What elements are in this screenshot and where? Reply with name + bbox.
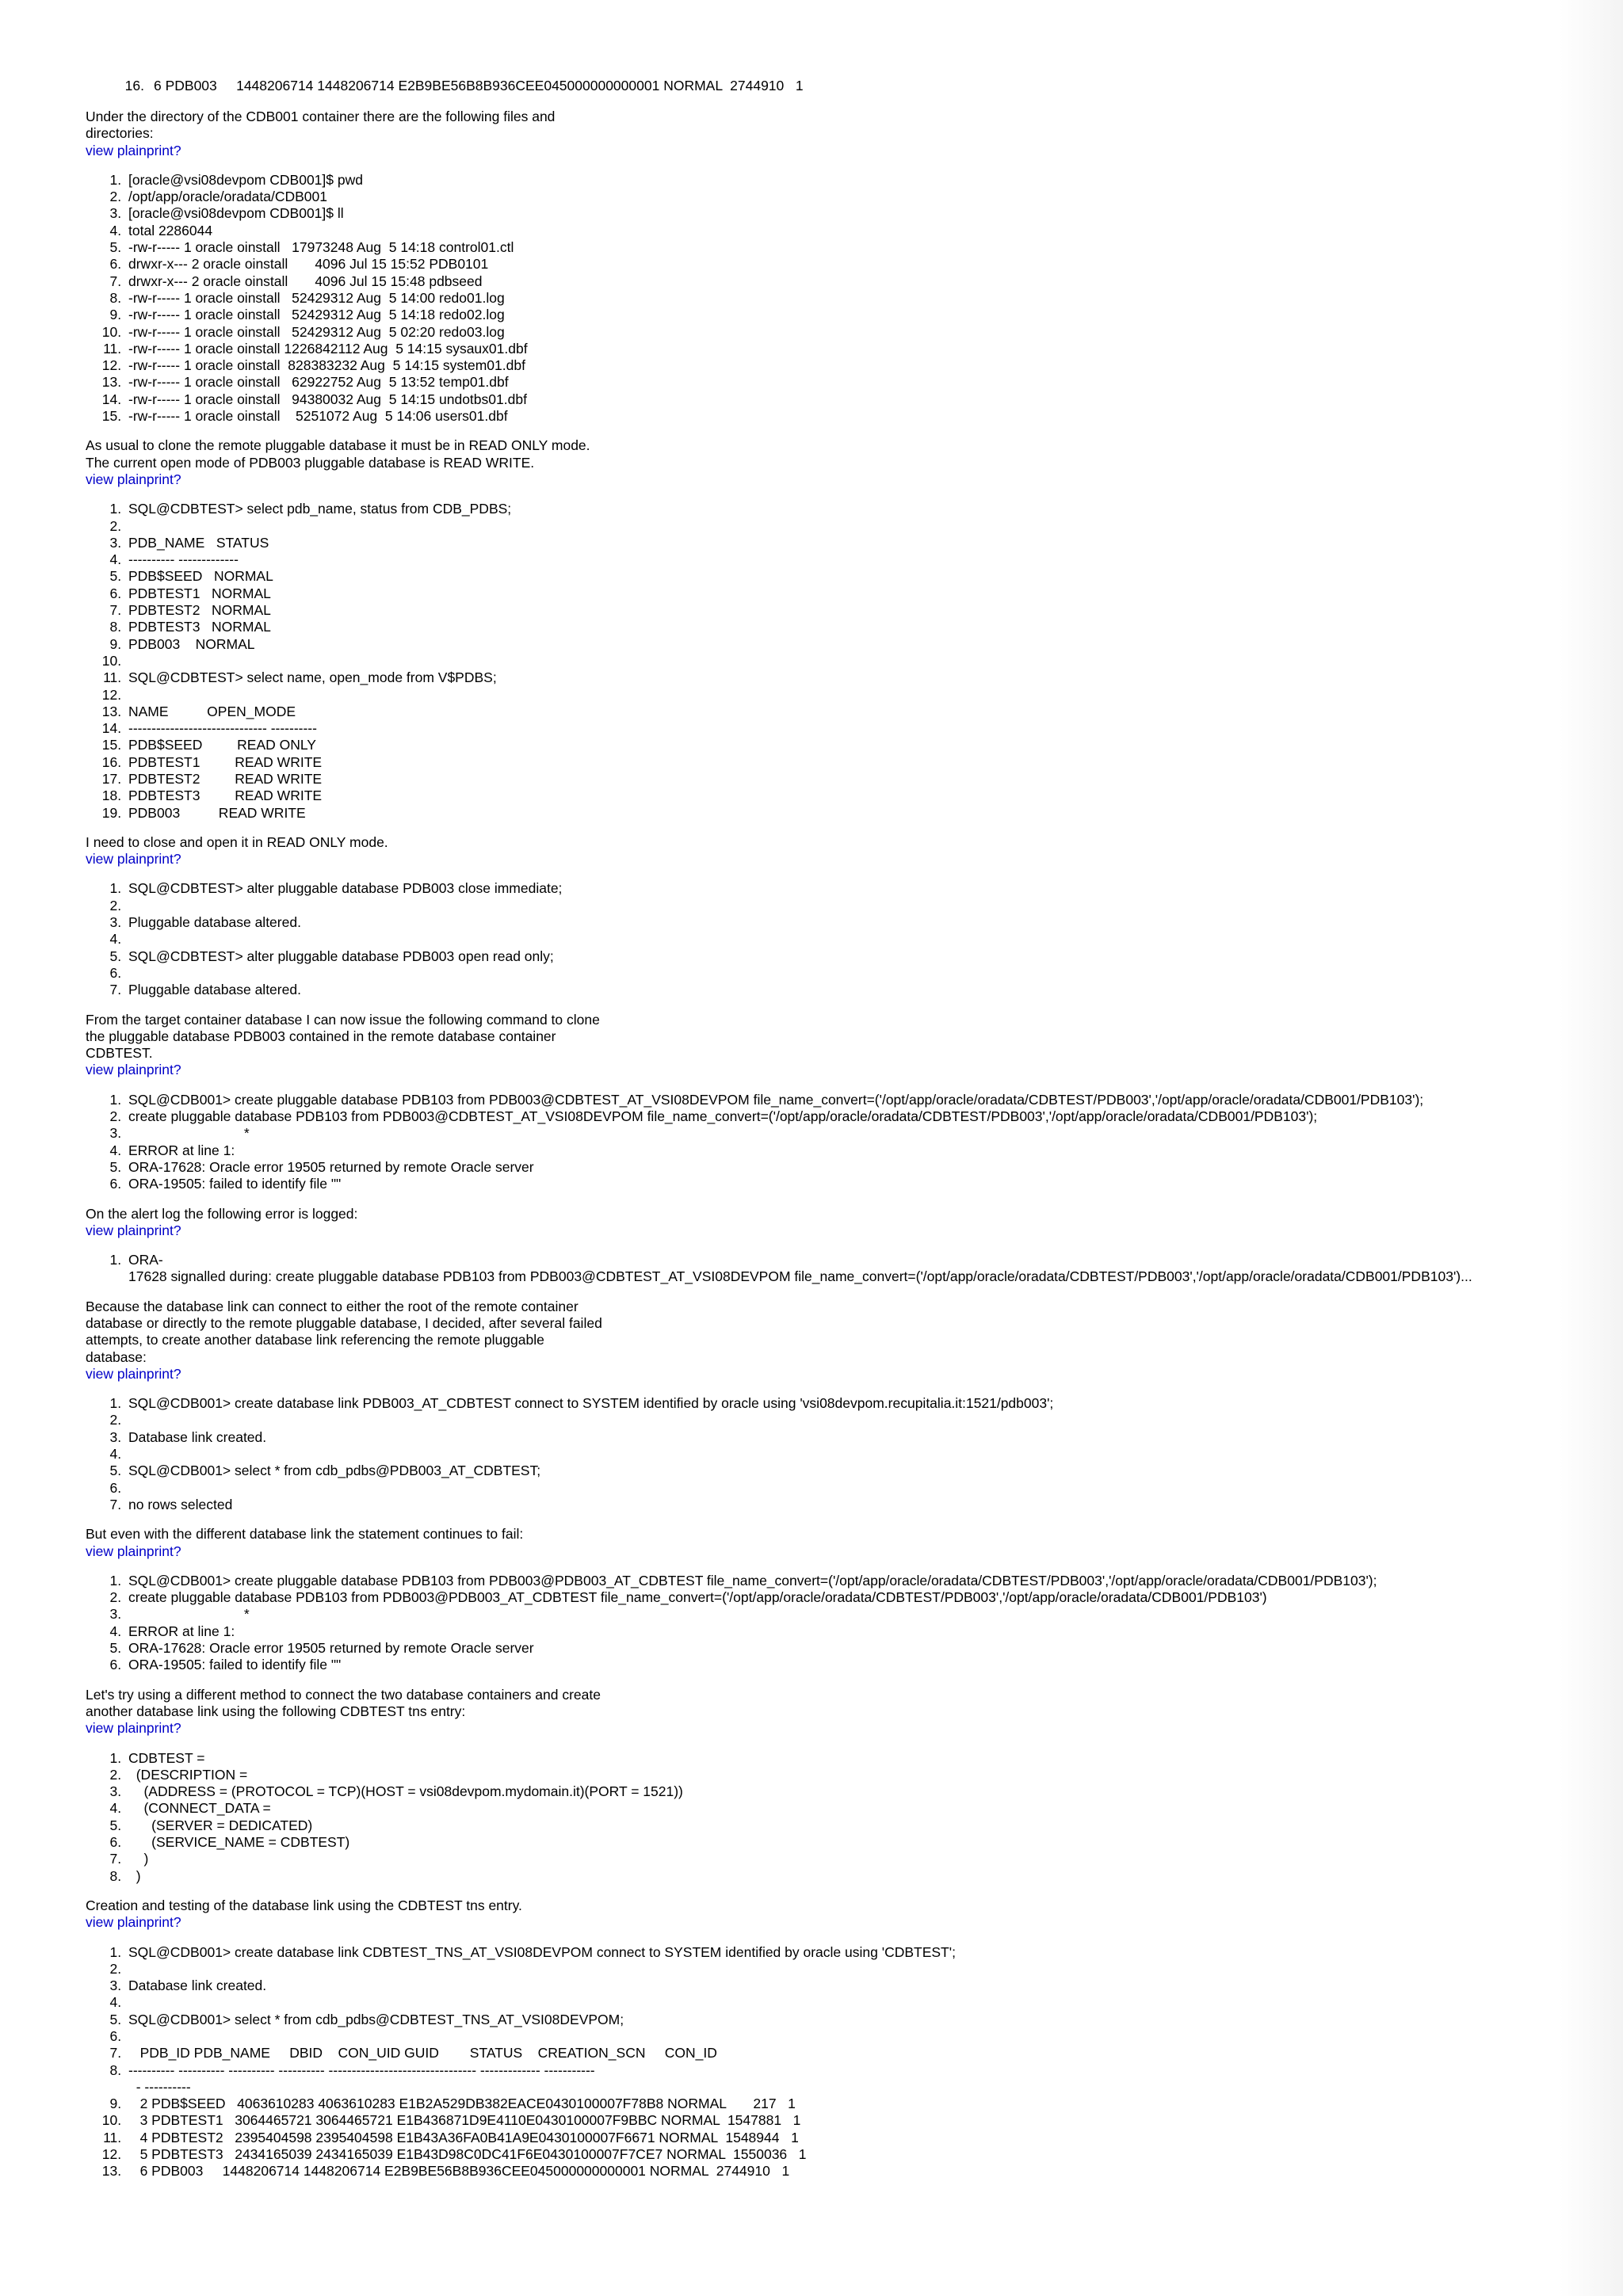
view-plainprint-link[interactable]: view plainprint? xyxy=(86,142,181,158)
code-line: 2. create pluggable database PDB103 from PDB003@PDB003_AT_CDBTEST file_name_convert=('/opt/app/oracle/oradata/CDBTEST/PDB003','/opt/app/oracle/oradata/CDB001/PDB103') xyxy=(125,1589,1599,1606)
code-listing xyxy=(86,1252,1599,1286)
code-line: 18. PDBTEST3 READ WRITE xyxy=(125,788,1599,804)
code-line: 10. 3 PDBTEST1 3064465721 3064465721 E1B436871D9E4110E0430100007F9BBC NORMAL 1547881 1 xyxy=(125,2112,1599,2129)
code-line: 6. ORA-19505: failed to identify file "" xyxy=(125,1657,1599,1673)
code-line: 8. ) xyxy=(125,1868,1599,1885)
code-line: 5. SQL@CDB001> select * from cdb_pdbs@PDB003_AT_CDBTEST; xyxy=(125,1463,1599,1479)
code-line: 14. ------------------------------ ---------- xyxy=(125,720,1599,737)
code-line xyxy=(125,1480,1599,1497)
code-line: 3. * xyxy=(125,1606,1599,1623)
code-line: 6 PDB003 1448206714 1448206714 E2B9BE56B8B936CEE045000000000001 NORMAL 2744910 1 xyxy=(154,78,804,93)
code-listing xyxy=(86,1395,1599,1513)
paragraph: On the alert log the following error is logged: xyxy=(86,1205,358,1222)
article-body xyxy=(86,109,1599,2193)
code-line: 5. PDB$SEED NORMAL xyxy=(125,568,1599,585)
code-line: 2. create pluggable database PDB103 from PDB003@CDBTEST_AT_VSI08DEVPOM file_name_convert=('/opt/app/oracle/oradata/CDBTEST/PDB003','/opt/app/oracle/oradata/CDB001/PDB103'); xyxy=(125,1108,1599,1125)
code-line: 5. ORA-17628: Oracle error 19505 returned by remote Oracle server xyxy=(125,1159,1599,1176)
code-line: 7. PDBTEST2 NORMAL xyxy=(125,602,1599,619)
code-line: 8. ---------- ---------- ---------- ---------- -------------------------------- ------------- ----------- - ---------- xyxy=(125,2062,1599,2096)
view-plainprint-link[interactable]: view plainprint? xyxy=(86,1543,181,1559)
code-line: 13. NAME OPEN_MODE xyxy=(125,704,1599,720)
code-line: 11. 4 PDBTEST2 2395404598 2395404598 E1B43A36FA0B41A9E0430100007F6671 NORMAL 1548944 1 xyxy=(125,2130,1599,2146)
code-line: 3. (ADDRESS = (PROTOCOL = TCP)(HOST = vsi08devpom.mydomain.it)(PORT = 1521)) xyxy=(125,1783,1599,1800)
code-line: 13. 6 PDB003 1448206714 1448206714 E2B9BE56B8B936CEE045000000000001 NORMAL 2744910 1 xyxy=(125,2163,1599,2180)
code-line: 1. [oracle@vsi08devpom CDB001]$ pwd xyxy=(125,172,1599,189)
code-line: 1. SQL@CDB001> create database link PDB003_AT_CDBTEST connect to SYSTEM identified by oracle using 'vsi08devpom.recupitalia.it:1521/pdb003'; xyxy=(125,1395,1599,1412)
document-section xyxy=(86,834,1599,999)
line-number: 16. xyxy=(124,78,144,93)
view-plainprint-link[interactable]: view plainprint? xyxy=(86,1062,181,1078)
code-line: 7. drwxr-x--- 2 oracle oinstall 4096 Jul 15 15:48 pdbseed xyxy=(125,273,1599,290)
code-line: 5. -rw-r----- 1 oracle oinstall 17973248 Aug 5 14:18 control01.ctl xyxy=(125,239,1599,256)
code-line: 12. -rw-r----- 1 oracle oinstall 828383232 Aug 5 14:15 system01.dbf xyxy=(125,357,1599,374)
code-listing xyxy=(86,880,1599,998)
code-line: 3. Database link created. xyxy=(125,1978,1599,1994)
document-section xyxy=(86,1012,1599,1193)
code-line: 5. SQL@CDBTEST> alter pluggable database PDB003 open read only; xyxy=(125,948,1599,965)
paragraph: As usual to clone the remote pluggable database it must be in READ ONLY mode. The current open mode of PDB003 pluggable database is READ WRITE. xyxy=(86,437,590,471)
code-line: 1. SQL@CDBTEST> select pdb_name, status from CDB_PDBS; xyxy=(125,501,1599,517)
code-line: 12. 5 PDBTEST3 2434165039 2434165039 E1B43D98C0DC41F6E0430100007F7CE7 NORMAL 1550036 1 xyxy=(125,2146,1599,2163)
view-plainprint-link[interactable]: view plainprint? xyxy=(86,1914,181,1931)
code-line: 16. PDBTEST1 READ WRITE xyxy=(125,754,1599,771)
code-line: 13. -rw-r----- 1 oracle oinstall 62922752 Aug 5 13:52 temp01.dbf xyxy=(125,374,1599,391)
code-line: 1. SQL@CDB001> create database link CDBTEST_TNS_AT_VSI08DEVPOM connect to SYSTEM identified by oracle using 'CDBTEST'; xyxy=(125,1944,1599,1961)
view-plainprint-link[interactable]: view plainprint? xyxy=(86,851,181,868)
code-listing xyxy=(86,172,1599,425)
code-line: 4. total 2286044 xyxy=(125,223,1599,239)
code-listing xyxy=(86,1944,1599,2180)
code-line: 9. PDB003 NORMAL xyxy=(125,636,1599,653)
code-line: 4. ERROR at line 1: xyxy=(125,1623,1599,1640)
code-line: 11. -rw-r----- 1 oracle oinstall 1226842112 Aug 5 14:15 sysaux01.dbf xyxy=(125,341,1599,357)
paragraph: But even with the different database link the statement continues to fail: xyxy=(86,1526,524,1543)
document-section xyxy=(86,1687,1599,1885)
code-line xyxy=(125,898,1599,914)
view-plainprint-link[interactable]: view plainprint? xyxy=(86,1720,181,1737)
code-line xyxy=(125,2028,1599,2045)
code-line: 9. -rw-r----- 1 oracle oinstall 52429312 Aug 5 14:18 redo02.log xyxy=(125,307,1599,323)
code-line: 3. [oracle@vsi08devpom CDB001]$ ll xyxy=(125,205,1599,222)
document-section xyxy=(86,109,1599,425)
code-line: 7. ) xyxy=(125,1851,1599,1867)
code-line xyxy=(125,653,1599,669)
paragraph: Creation and testing of the database link using the CDBTEST tns entry. xyxy=(86,1897,522,1913)
code-line xyxy=(125,1994,1599,2011)
code-line: 7. PDB_ID PDB_NAME DBID CON_UID GUID STATUS CREATION_SCN CON_ID xyxy=(125,2045,1599,2061)
code-line: 4. ERROR at line 1: xyxy=(125,1142,1599,1159)
code-line: 1. CDBTEST = xyxy=(125,1750,1599,1767)
code-line: 3. * xyxy=(125,1125,1599,1142)
code-line: 6. (SERVICE_NAME = CDBTEST) xyxy=(125,1834,1599,1851)
code-line: 1. ORA- 17628 signalled during: create pluggable database PDB103 from PDB003@CDBTEST_AT_VSI08DEVPOM file_name_convert=('/opt/app/oracle/oradata/CDBTEST/PDB003','/opt/app/oracle/oradata/CDB001/PDB103')... xyxy=(125,1252,1599,1286)
code-line: 5. ORA-17628: Oracle error 19505 returned by remote Oracle server xyxy=(125,1640,1599,1657)
document-section xyxy=(86,1897,1599,2180)
paragraph: Let's try using a different method to connect the two database containers and create another database link using the following CDBTEST tns entry: xyxy=(86,1686,601,1719)
code-line: 5. SQL@CDB001> select * from cdb_pdbs@CDBTEST_TNS_AT_VSI08DEVPOM; xyxy=(125,2012,1599,2028)
code-line: 3. Pluggable database altered. xyxy=(125,914,1599,931)
code-line-continuation xyxy=(116,78,804,94)
document-section xyxy=(86,1206,1599,1286)
code-listing xyxy=(86,501,1599,822)
code-line: 15. PDB$SEED READ ONLY xyxy=(125,737,1599,753)
code-line: 2. (DESCRIPTION = xyxy=(125,1767,1599,1783)
code-line: 14. -rw-r----- 1 oracle oinstall 94380032 Aug 5 14:15 undotbs01.dbf xyxy=(125,391,1599,408)
code-line: 4. (CONNECT_DATA = xyxy=(125,1800,1599,1817)
code-line: 11. SQL@CDBTEST> select name, open_mode from V$PDBS; xyxy=(125,669,1599,686)
document-section xyxy=(86,437,1599,822)
document-section xyxy=(86,1299,1599,1514)
view-plainprint-link[interactable]: view plainprint? xyxy=(86,471,181,487)
code-line: 4. ---------- ------------- xyxy=(125,551,1599,568)
code-line: 3. PDB_NAME STATUS xyxy=(125,535,1599,551)
code-line: 1. SQL@CDB001> create pluggable database PDB103 from PDB003@CDBTEST_AT_VSI08DEVPOM file_name_convert=('/opt/app/oracle/oradata/CDBTEST/PDB003','/opt/app/oracle/oradata/CDB001/PDB103'); xyxy=(125,1092,1599,1108)
code-listing xyxy=(86,1750,1599,1885)
code-line: 8. PDBTEST3 NORMAL xyxy=(125,619,1599,635)
code-line: 19. PDB003 READ WRITE xyxy=(125,805,1599,822)
code-line: 10. -rw-r----- 1 oracle oinstall 52429312 Aug 5 02:20 redo03.log xyxy=(125,324,1599,341)
code-line: 2. /opt/app/oracle/oradata/CDB001 xyxy=(125,189,1599,205)
paragraph: I need to close and open it in READ ONLY mode. xyxy=(86,833,388,850)
view-plainprint-link[interactable]: view plainprint? xyxy=(86,1222,181,1238)
code-line: 7. Pluggable database altered. xyxy=(125,982,1599,998)
code-line: 6. drwxr-x--- 2 oracle oinstall 4096 Jul 15 15:52 PDB0101 xyxy=(125,256,1599,273)
code-line: 6. PDBTEST1 NORMAL xyxy=(125,585,1599,602)
code-listing xyxy=(86,1573,1599,1674)
code-line xyxy=(125,1412,1599,1428)
document-section xyxy=(86,1526,1599,1673)
code-line: 7. no rows selected xyxy=(125,1497,1599,1513)
code-line xyxy=(125,518,1599,535)
paragraph: Because the database link can connect to either the root of the remote container database or directly to the remote pluggable database, I decided, after several failed attempts, to create another database link referencing the remote pluggable database: xyxy=(86,1298,602,1365)
code-line xyxy=(125,965,1599,982)
code-line: 9. 2 PDB$SEED 4063610283 4063610283 E1B2A529DB382EACE0430100007F78B8 NORMAL 217 1 xyxy=(125,2096,1599,2112)
code-line: 15. -rw-r----- 1 oracle oinstall 5251072 Aug 5 14:06 users01.dbf xyxy=(125,408,1599,425)
code-line: 8. -rw-r----- 1 oracle oinstall 52429312 Aug 5 14:00 redo01.log xyxy=(125,290,1599,307)
paragraph: Under the directory of the CDB001 container there are the following files and directories: xyxy=(86,109,556,142)
code-line xyxy=(125,687,1599,704)
paragraph: From the target container database I can now issue the following command to clone the pluggable database PDB003 contained in the remote database container CDBTEST. xyxy=(86,1011,600,1062)
code-line: 3. Database link created. xyxy=(125,1429,1599,1446)
code-line: 5. (SERVER = DEDICATED) xyxy=(125,1817,1599,1834)
code-line xyxy=(125,931,1599,948)
code-line: 17. PDBTEST2 READ WRITE xyxy=(125,771,1599,788)
code-listing xyxy=(86,1092,1599,1193)
code-line: 1. SQL@CDBTEST> alter pluggable database PDB003 close immediate; xyxy=(125,880,1599,897)
view-plainprint-link[interactable]: view plainprint? xyxy=(86,1365,181,1382)
code-line: 1. SQL@CDB001> create pluggable database PDB103 from PDB003@PDB003_AT_CDBTEST file_name_convert=('/opt/app/oracle/oradata/CDBTEST/PDB003','/opt/app/oracle/oradata/CDB001/PDB103'); xyxy=(125,1573,1599,1589)
code-line xyxy=(125,1961,1599,1978)
code-line: 6. ORA-19505: failed to identify file "" xyxy=(125,1176,1599,1192)
code-line xyxy=(125,1446,1599,1463)
